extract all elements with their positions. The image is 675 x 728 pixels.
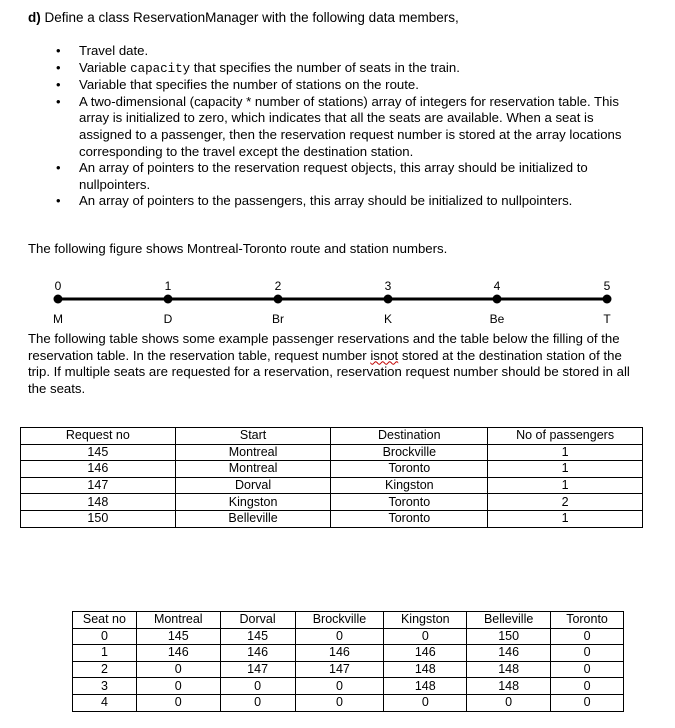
table-cell: 147 — [220, 661, 295, 678]
svg-text:Br: Br — [272, 312, 284, 326]
figure-intro: The following figure shows Montreal-Toronto route and station numbers. — [28, 241, 448, 256]
table-header-row — [73, 612, 624, 629]
table-cell: 148 — [384, 661, 467, 678]
table-cell: 1 — [488, 477, 643, 494]
table-cell: 0 — [551, 645, 624, 662]
svg-text:4: 4 — [493, 279, 501, 293]
table-cell: 146 — [220, 645, 295, 662]
table-cell: 1 — [488, 444, 643, 461]
column-header: Belleville — [467, 612, 551, 629]
column-header: Kingston — [384, 612, 467, 629]
svg-text:3: 3 — [384, 279, 392, 293]
station-dorval — [164, 279, 173, 326]
table-cell: 0 — [551, 678, 624, 695]
column-header: Seat no — [73, 612, 137, 629]
table-cell: 0 — [136, 678, 220, 695]
list-item: • Variable capacity that specifies the number of seats in the train. — [50, 60, 650, 78]
route-diagram — [0, 278, 675, 328]
svg-text:0: 0 — [54, 279, 62, 293]
svg-text:K: K — [383, 312, 393, 326]
column-header: Request no — [21, 428, 176, 445]
table-cell: Dorval — [175, 477, 331, 494]
table-cell: 148 — [384, 678, 467, 695]
station-kingston — [384, 279, 393, 326]
table-cell: 0 — [295, 628, 384, 645]
table-cell: 3 — [73, 678, 137, 695]
list-item: • An array of pointers to the passengers, this array should be initialized to nullpointers. — [50, 193, 650, 210]
table-row — [21, 510, 643, 527]
table-row — [73, 661, 624, 678]
table-row — [21, 494, 643, 511]
table-intro: The following table shows some example passenger reservations and the table below the filling of the reservation table. In the reservation table, request number isnot stored at the destination station of the trip. If multiple seats are requested for a reservation, reservation request number should be stored in all the seats. — [28, 331, 630, 397]
table-cell: 0 — [295, 678, 384, 695]
column-header: No of passengers — [488, 428, 643, 445]
column-header: Dorval — [220, 612, 295, 629]
list-item: • An array of pointers to the reservation request objects, this array should be initialized to nullpointers. — [50, 160, 650, 193]
table-cell: 0 — [73, 628, 137, 645]
table-row — [21, 444, 643, 461]
station-brockville — [272, 279, 284, 326]
station-montreal — [53, 279, 63, 326]
table-row — [73, 628, 624, 645]
table-cell: 150 — [467, 628, 551, 645]
table-cell: Toronto — [331, 510, 488, 527]
svg-text:5: 5 — [603, 279, 611, 293]
code-identifier: capacity — [130, 61, 191, 76]
table-row — [73, 694, 624, 711]
table-cell: 4 — [73, 694, 137, 711]
table-cell: 0 — [551, 628, 624, 645]
station-belleville — [490, 279, 505, 326]
section-label: d) — [28, 10, 41, 25]
table-cell: 1 — [488, 461, 643, 478]
svg-text:1: 1 — [164, 279, 172, 293]
table-cell: 148 — [467, 678, 551, 695]
list-item: • A two-dimensional (capacity * number of stations) array of integers for reservation table. This array is initialized to zero, which indicates that all the seats are available. When a seat is assigned to a passenger, then the reservation request number is stored at the array locations corresponding to the travel except the destination station. — [50, 94, 650, 160]
table-cell: 0 — [220, 678, 295, 695]
table-cell: 145 — [21, 444, 176, 461]
table-cell: Belleville — [175, 510, 331, 527]
column-header: Brockville — [295, 612, 384, 629]
svg-text:T: T — [603, 312, 611, 326]
table-cell: Brockville — [331, 444, 488, 461]
table-cell: 145 — [136, 628, 220, 645]
table-cell: Kingston — [175, 494, 331, 511]
table-cell: 146 — [21, 461, 176, 478]
table-cell: 1 — [73, 645, 137, 662]
table-cell: Montreal — [175, 461, 331, 478]
table-cell: 2 — [73, 661, 137, 678]
table-cell: Toronto — [331, 494, 488, 511]
svg-text:M: M — [53, 312, 63, 326]
station-toronto — [603, 279, 612, 326]
column-header: Destination — [331, 428, 488, 445]
table-header-row — [21, 428, 643, 445]
column-header: Start — [175, 428, 331, 445]
table-cell: Toronto — [331, 461, 488, 478]
table-cell: 2 — [488, 494, 643, 511]
table-cell: 145 — [220, 628, 295, 645]
data-member-list — [50, 43, 650, 210]
table-cell: 146 — [384, 645, 467, 662]
reservation-requests-table — [20, 427, 643, 528]
table-cell: 0 — [136, 661, 220, 678]
table-cell: 147 — [21, 477, 176, 494]
column-header: Montreal — [136, 612, 220, 629]
section-heading — [28, 10, 459, 25]
table-row — [73, 678, 624, 695]
seat-reservation-table — [72, 611, 624, 712]
table-cell: 0 — [384, 694, 467, 711]
svg-text:Be: Be — [489, 312, 505, 326]
table-cell: 148 — [21, 494, 176, 511]
table-cell: 148 — [467, 661, 551, 678]
table-cell: 1 — [488, 510, 643, 527]
table-cell: 0 — [551, 661, 624, 678]
table-row — [21, 477, 643, 494]
table-cell: 150 — [21, 510, 176, 527]
table-cell: Kingston — [331, 477, 488, 494]
list-item: • Travel date. — [50, 43, 650, 60]
svg-text:D: D — [163, 312, 173, 326]
section-heading-text: Define a class ReservationManager with the following data members, — [44, 10, 459, 25]
table-cell: 146 — [295, 645, 384, 662]
table-cell: 0 — [384, 628, 467, 645]
table-cell: 147 — [295, 661, 384, 678]
svg-text:2: 2 — [274, 279, 282, 293]
table-row — [73, 645, 624, 662]
table-cell: 0 — [551, 694, 624, 711]
table-cell: 0 — [220, 694, 295, 711]
table-cell: 146 — [467, 645, 551, 662]
table-cell: 0 — [136, 694, 220, 711]
table-cell: Montreal — [175, 444, 331, 461]
table-cell: 0 — [295, 694, 384, 711]
list-item: • Variable that specifies the number of stations on the route. — [50, 77, 650, 94]
misspelled-word: isnot — [370, 347, 399, 363]
column-header: Toronto — [551, 612, 624, 629]
table-row — [21, 461, 643, 478]
table-cell: 0 — [467, 694, 551, 711]
table-cell: 146 — [136, 645, 220, 662]
